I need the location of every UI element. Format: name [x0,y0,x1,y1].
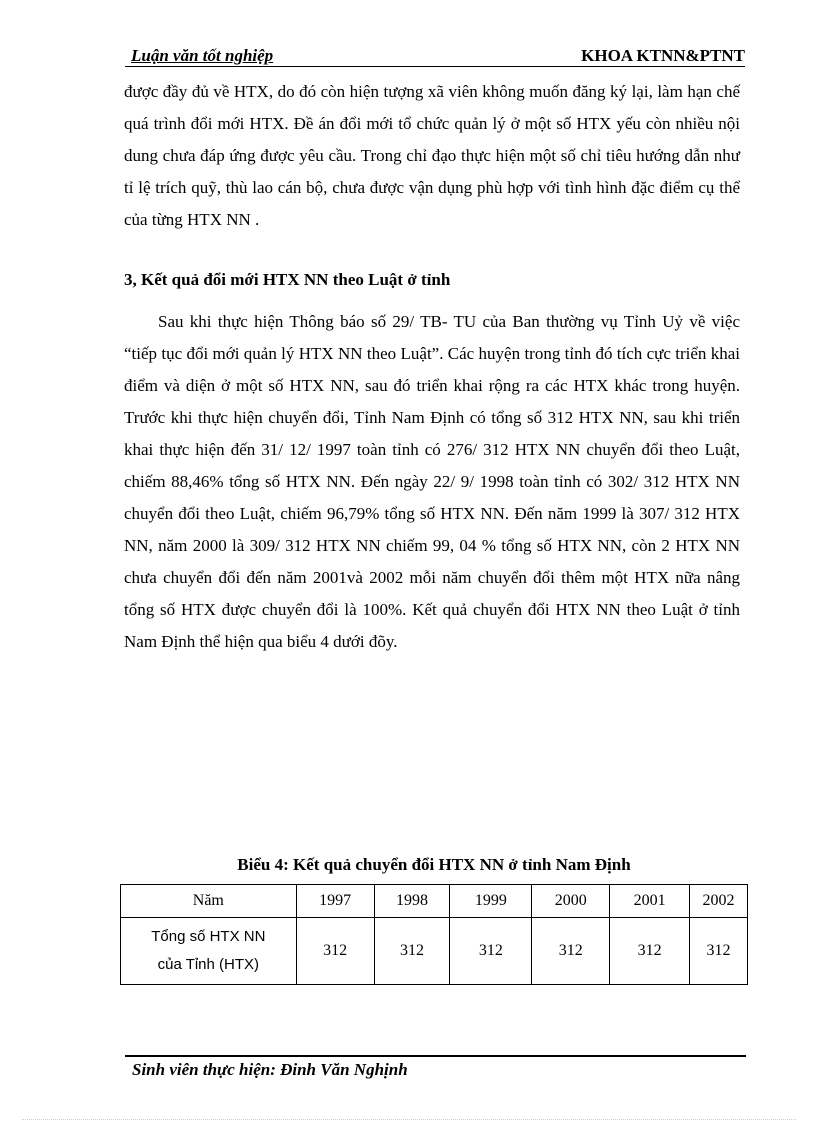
row-label-cell [121,918,297,985]
header-cell-year: 1998 [374,885,450,918]
table-row [121,918,748,985]
page-footer: Sinh viên thực hiện: Đinh Văn Nghịnh [132,1060,408,1079]
page-header [125,44,745,67]
row-label-line-2: của Tỉnh (HTX) [157,956,260,973]
paragraph-2: Sau khi thực hiện Thông báo số 29/ TB- TU của Ban thường vụ Tỉnh Uỷ về việc “tiếp tục đổi mới quản lý HTX NN theo Luật”. Các huyện trong tỉnh đó tích cực triển khai điểm và diện ở một số HTX NN, sau đó triển khai rộng ra các HTX khác trong huyện. Trước khi thực hiện chuyển đổi, Tỉnh Nam Định có tổng số 312 HTX NN, sau khi triển khai thực hiện đến 31/ 12/ 1997 toàn tỉnh có 276/ 312 HTX NN chuyển đổi theo Luật, chiếm 88,46% tổng số HTX NN. Đến ngày 22/ 9/ 1998 toàn tỉnh có 302/ 312 HTX NN chuyển đổi theo Luật, chiếm 96,79% tổng số HTX NN. Đến năm 1999 là 307/ 312 HTX NN, năm 2000 là 309/ 312 HTX NN chiếm 99, 04 % tổng số HTX NN, còn 2 HTX NN chưa chuyển đổi đến năm 2001và 2002 mỗi năm chuyển đổi thêm một HTX nữa nâng tổng số HTX được chuyển đổi là 100%. Kết quả chuyển đổi HTX NN theo Luật ở tỉnh Nam Định thể hiện qua biểu 4 dưới đõy. [124,312,740,651]
header-cell-year: 2001 [610,885,690,918]
results-table [120,884,748,985]
page-bottom-border [22,1119,796,1120]
table-title: Biểu 4: Kết quả chuyển đổi HTX NN ở tỉnh Nam Định [237,855,631,874]
footer-divider [125,1055,746,1057]
value-cell: 312 [532,918,610,985]
header-cell-year: 2002 [690,885,748,918]
header-cell-year: 1999 [450,885,532,918]
value-cell: 312 [690,918,748,985]
row-label-line-1: Tổng số HTX NN [151,928,266,945]
faculty-label: KHOA KTNN&PTNT [581,46,745,65]
value-cell: 312 [610,918,690,985]
header-cell-year: 1997 [296,885,374,918]
paragraph-1: được đầy đủ về HTX, do đó còn hiện tượng xã viên không muốn đăng ký lại, làm hạn chế quá trình đổi mới HTX. Đề án đổi mới tổ chức quản lý ở một số HTX yếu còn nhiều nội dung chưa đáp ứng được yêu cầu. Trong chỉ đạo thực hiện một số chỉ tiêu hướng dẫn như tỉ lệ trích quỹ, thù lao cán bộ, chưa được vận dụng phù hợp với tình hình đặc điểm cụ thể của từng HTX NN . [124,82,740,229]
header-cell-year-label: Năm [121,885,297,918]
header-cell-year: 2000 [532,885,610,918]
table-header-row [121,885,748,918]
thesis-label: Luận văn tốt nghiệp [131,46,274,65]
value-cell: 312 [374,918,450,985]
section-heading: 3, Kết quả đổi mới HTX NN theo Luật ở tỉnh [124,270,451,289]
value-cell: 312 [450,918,532,985]
value-cell: 312 [296,918,374,985]
